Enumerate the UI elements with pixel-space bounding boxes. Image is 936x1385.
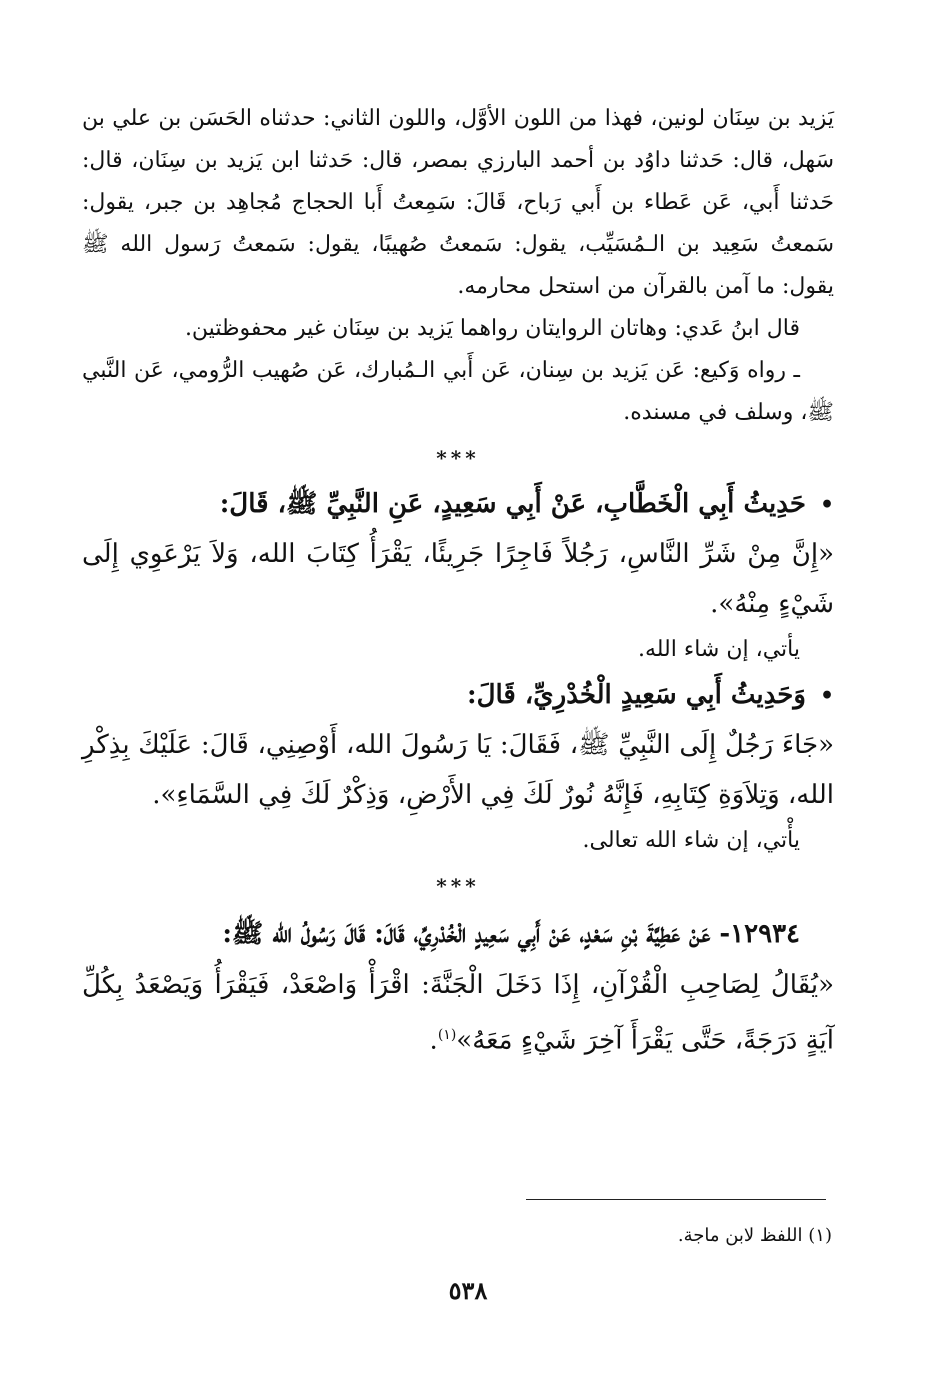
page-body [82, 98, 834, 1066]
section-separator: *** [436, 874, 480, 898]
footnote: (١) اللفظ لابن ماجة. [677, 1225, 832, 1246]
footnote-divider [526, 1199, 826, 1200]
hadith-heading-12934: ١٢٩٣٤- عَنْ عَطِيَّةَ بْنِ سَعْدٍ، عَنْ أَبِي سَعِيدٍ الْخُدْرِيِّ، قَالَ: قَالَ رَسُولُ الله ﷺ: [222, 919, 800, 949]
paragraph-ibn-adi: قال ابنُ عَدي: وهاتان الروايتان رواهما يَزيد بن سِنَان غير محفوظتين. [184, 316, 800, 341]
hadith-text: «إِنَّ مِنْ شَرِّ النَّاسِ، رَجُلاً فَاجِرًا جَرِيئًا، يَقْرَأُ كِتَابَ الله، وَلاَ يَرْعَوِي إِلَى شَيْءٍ مِنْهُ». [82, 539, 834, 619]
paragraph-waki: ـ رواه وَكيع: عَن يَزيد بن سِنان، عَن أَبي الـمُبارك، عَن صُهيب الرُّومي، عَن النَّبي ﷺ، وسلف في مسنده. [82, 358, 834, 425]
heading-text: وَحَدِيثُ أَبِي سَعِيدٍ الْخُدْرِيِّ، قَالَ: [467, 680, 806, 710]
footnote-reference: (١) [437, 1027, 457, 1043]
hadith-text [82, 960, 834, 1066]
note: يأْتي، إن شاء الله تعالى. [582, 828, 800, 853]
heading-text: حَدِيثُ أَبِي الْخَطَّابِ، عَنْ أَبِي سَعِيدٍ، عَنِ النَّبِيِّ ﷺ، قَالَ: [219, 489, 806, 519]
bullet-icon: • [819, 683, 834, 709]
page-number: ٥٣٨ [448, 1276, 488, 1305]
bullet-icon: • [819, 492, 834, 518]
hadith-heading-abu-said [82, 671, 834, 720]
hadith-text: «جَاءَ رَجُلٌ إِلَى النَّبِيِّ ﷺ، فَقَالَ: يَا رَسُولَ الله، أَوْصِنِي، قَالَ: عَلَيْكَ بِذِكْرِ الله، وَتِلاَوَةِ كِتَابِهِ، فَإِنَّهُ نُورٌ لَكَ فِي الأَرْضِ، وَذِكْرٌ لَكَ فِي السَّمَاءِ». [82, 730, 834, 810]
hadith-text-end: . [429, 1025, 438, 1056]
section-separator: *** [436, 446, 480, 470]
paragraph-isnad: يَزيد بن سِنَان لونين، فهذا من اللون الأوَّل، واللون الثاني: حدثناه الحَسَن بن علي بن سَهل، قال: حَدثنا داوُد بن أحمد البارزي بمصر، قال: حَدثنا ابن يَزيد بن سِنَان، قال: حَدثنا أَبي، عَن عَطاء بن أَبي رَباح، قَالَ: سَمِعتُ أَبا الحجاج مُجاهِد بن جبر، يقول: سَمعتُ سَعِيد بن الـمُسَيِّب، يقول: سَمعتُ صُهيبًا، يقول: سَمعتُ رَسول الله ﷺ يقول: ما آمن بالقرآن من استحل محارمه. [82, 106, 835, 299]
hadith-text-body: «يُقَالُ لِصَاحِبِ الْقُرْآنِ، إِذَا دَخَلَ الْجَنَّةَ: اقْرَأْ وَاصْعَدْ، فَيَقْرَأُ وَيَصْعَدُ بِكُلِّ آيَةٍ دَرَجَةً، حَتَّى يَقْرَأَ آخِرَ شَيْءٍ مَعَهُ» [82, 970, 834, 1056]
note: يأتي، إن شاء الله. [637, 637, 800, 662]
hadith-heading-abu-khattab [82, 480, 834, 529]
